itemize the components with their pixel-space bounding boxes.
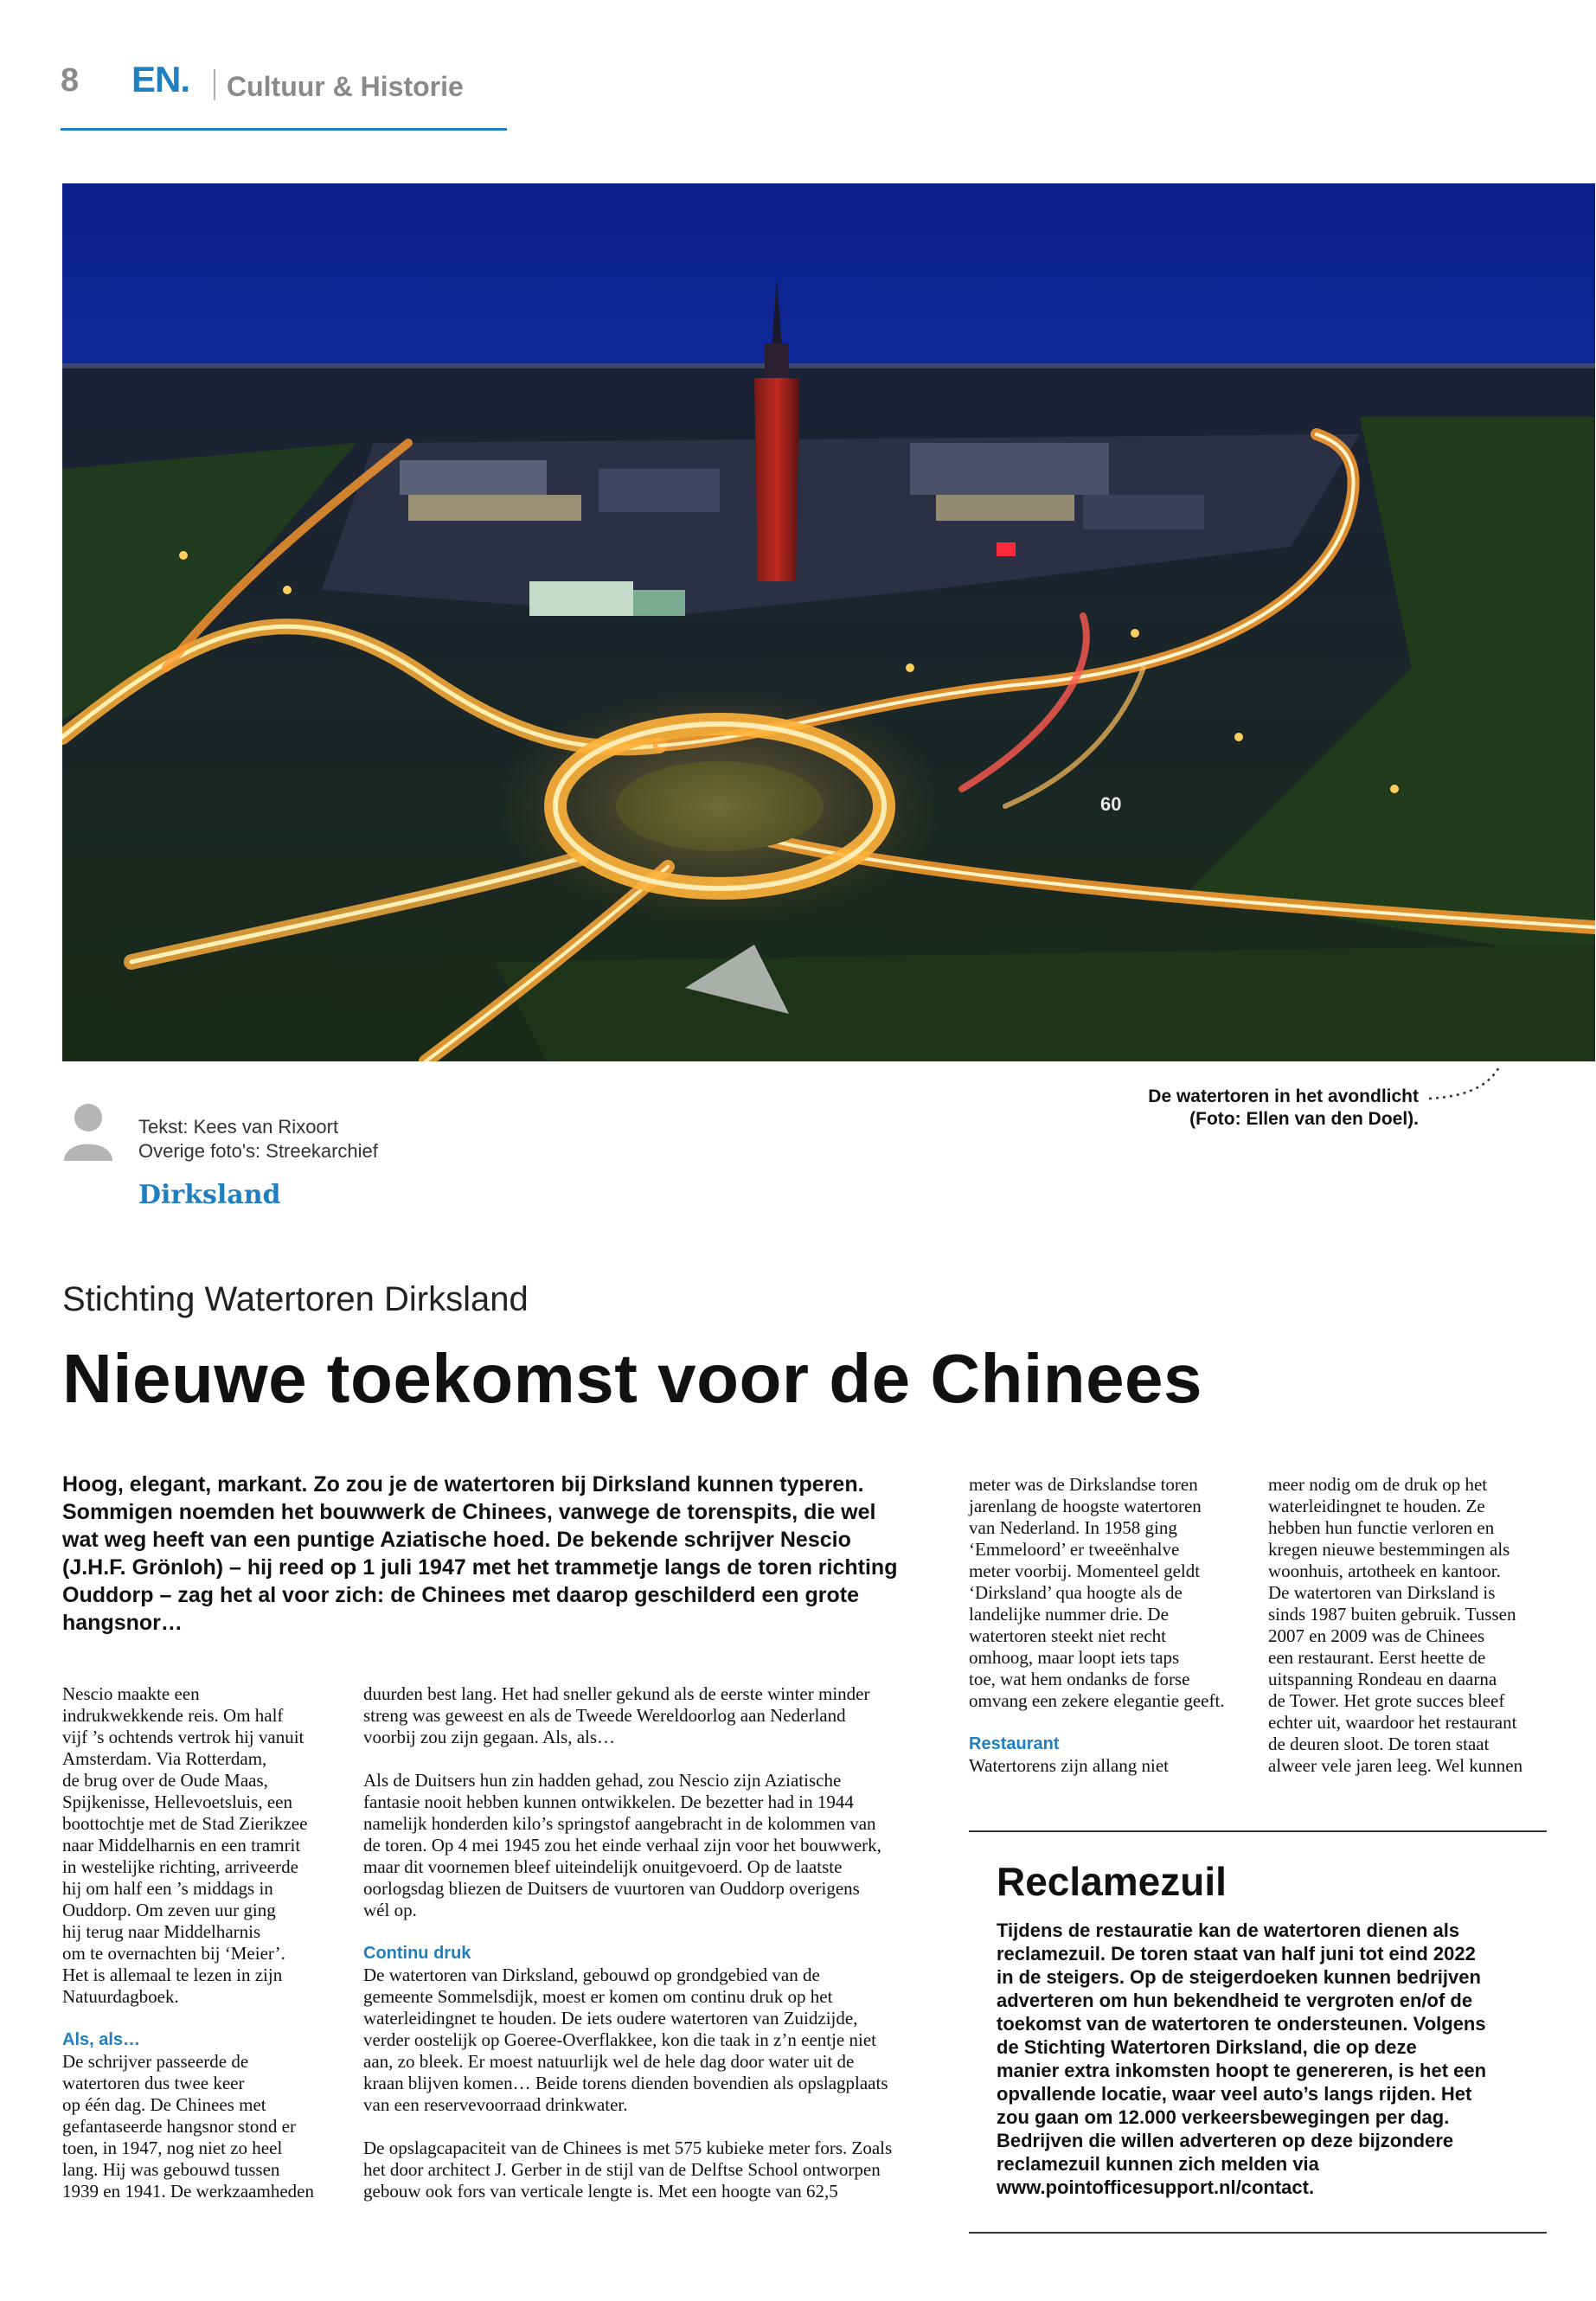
body-line: meer nodig om de druk op het (1268, 1474, 1488, 1495)
reclamezuil-text (997, 1919, 1524, 2199)
intro-line: Hoog, elegant, markant. Zo zou je de watertoren bij Dirksland kunnen typeren. (62, 1472, 864, 1497)
body-line: fantasie nooit hebben kunnen ontwikkelen. De bezetter had in 1944 (363, 1791, 854, 1812)
body-line: boottochtje met de Stad Zierikzee (62, 1813, 308, 1834)
body-line: de brug over de Oude Maas, (62, 1770, 268, 1791)
body-line: ‘Dirksland’ qua hoogte als de (969, 1582, 1183, 1603)
body-line: namelijk honderden kilo’s springstof aangebracht in de kolommen van (363, 1813, 876, 1834)
body-line: woonhuis, artotheek en kantoor. (1268, 1561, 1501, 1581)
box-line: toekomst van de watertoren te ondersteunen. Volgens (997, 2013, 1486, 2035)
body-line: van Nederland. In 1958 ging (969, 1517, 1177, 1538)
body-line: van een reservevoorraad drinkwater. (363, 2094, 628, 2115)
body-line: Het is allemaal te lezen in zijn (62, 1965, 283, 1985)
body-line: ‘Emmeloord’ er tweeënhalve (969, 1539, 1180, 1560)
body-line: Als de Duitsers hun zin hadden gehad, zou Nescio zijn Aziatische (363, 1770, 842, 1791)
subheading-restaurant: Restaurant (969, 1734, 1060, 1753)
body-line: om te overnachten bij ‘Meier’. (62, 1943, 285, 1964)
body-line: lang. Hij was gebouwd tussen (62, 2159, 280, 2180)
body-line: naar Middelharnis en een tramrit (62, 1835, 301, 1856)
body-line: toen, in 1947, nog niet zo heel (62, 2138, 283, 2158)
body-line: Ouddorp. Om zeven uur ging (62, 1900, 276, 1920)
body-line: indrukwekkende reis. Om half (62, 1705, 284, 1726)
body-line: het door architect J. Gerber in de stijl van de Delftse School ontworpen (363, 2159, 881, 2180)
body-line: De schrijver passeerde de (62, 2051, 249, 2072)
body-line: De watertoren van Dirksland is (1268, 1582, 1496, 1603)
body-line: 2007 en 2009 was de Chinees (1268, 1625, 1485, 1646)
body-line: uitspanning Rondeau en daarna (1268, 1669, 1497, 1689)
publication-logo[interactable]: EN. (131, 59, 190, 99)
body-column-4 (1268, 1474, 1522, 1777)
body-line: aan, zo bleek. Er moest natuurlijk wel de hele dag door water uit de (363, 2051, 855, 2072)
page-number: 8 (61, 62, 80, 99)
body-column-3 (969, 1474, 1225, 1777)
body-line: vijf ’s ochtends vertrok hij vanuit (62, 1727, 304, 1747)
body-line: alweer vele jaren leeg. Wel kunnen (1268, 1755, 1523, 1776)
intro-line: hangsnor… (62, 1611, 183, 1635)
box-line: reclamezuil kunnen zich melden via (997, 2153, 1319, 2175)
article-headline: Nieuwe toekomst voor de Chinees (62, 1340, 1203, 1417)
body-line: waterleidingnet te houden. Ze (1268, 1496, 1485, 1516)
body-line: gefantaseerde hangsnor stond er (62, 2116, 296, 2137)
body-line: kraan blijven komen… Beide torens dienden bovendien als opslagplaats (363, 2073, 888, 2093)
article-kicker: Stichting Watertoren Dirksland (62, 1280, 529, 1318)
body-line: toe, wat hem ondanks de forse (969, 1669, 1190, 1689)
box-top-rule (969, 1830, 1547, 1832)
photo-credit: Overige foto's: Streekarchief (138, 1140, 378, 1162)
hero-photo (62, 183, 1595, 1061)
box-bottom-rule (969, 2232, 1547, 2234)
body-column-2 (363, 1683, 892, 2202)
body-line: kregen nieuwe bestemmingen als (1268, 1539, 1510, 1560)
body-line: Spijkenisse, Hellevoetsluis, een (62, 1791, 292, 1812)
body-line: duurden best lang. Het had sneller gekund als de eerste winter minder (363, 1683, 870, 1704)
body-line: omvang een zekere elegantie geeft. (969, 1690, 1225, 1711)
reclamezuil-title: Reclamezuil (997, 1859, 1227, 1904)
caption-pointer-icon (1427, 1062, 1505, 1106)
header-rule (61, 128, 507, 131)
intro-line: wat weg heeft van een puntige Aziatische hoed. De bekende schrijver Nescio (62, 1528, 851, 1552)
body-line: Watertorens zijn allang niet (969, 1755, 1169, 1776)
box-line: opvallende locatie, waar veel auto’s langs rijden. Het (997, 2083, 1472, 2105)
box-line: Tijdens de restauratie kan de watertoren dienen als (997, 1920, 1460, 1941)
intro-line: (J.H.F. Grönloh) – hij reed op 1 juli 1947 met het trammetje langs de toren richting (62, 1555, 898, 1580)
subheading-continu-druk: Continu druk (363, 1944, 471, 1963)
body-line: voorbij zou zijn gegaan. Als, als… (363, 1727, 616, 1747)
body-line: op één dag. De Chinees met (62, 2094, 266, 2115)
road-marking-60: 60 (1100, 793, 1122, 815)
body-line: meter was de Dirkslandse toren (969, 1474, 1198, 1495)
body-line: hebben hun functie verloren en (1268, 1517, 1495, 1538)
article-intro (62, 1471, 945, 1637)
body-line: hij terug naar Middelharnis (62, 1921, 261, 1942)
box-line: Bedrijven die willen adverteren op deze bijzondere (997, 2130, 1454, 2151)
body-line: gemeente Sommelsdijk, moest er komen om continu druk op het (363, 1986, 833, 2007)
subheading-als-als: Als, als… (62, 2030, 141, 2049)
body-line: landelijke nummer drie. De (969, 1604, 1169, 1625)
contact-link[interactable]: www.pointofficesupport.nl/contact. (997, 2176, 1315, 2198)
body-line: De opslagcapaciteit van de Chinees is met 575 kubieke meter fors. Zoals (363, 2138, 893, 2158)
body-line: watertoren dus twee keer (62, 2073, 245, 2093)
body-line: 1939 en 1941. De werkzaamheden (62, 2181, 314, 2202)
body-column-1 (62, 1683, 314, 2202)
body-line: de toren. Op 4 mei 1945 zou het einde verhaal zijn voor het bouwwerk, (363, 1835, 881, 1856)
intro-line: Sommigen noemden het bouwwerk de Chinees, vanwege de torenspits, die wel (62, 1500, 876, 1524)
body-line: De watertoren van Dirksland, gebouwd op grondgebied van de (363, 1965, 820, 1985)
box-line: adverteren om hun bekendheid te vergroten en/of de (997, 1990, 1473, 2011)
body-line: watertoren steekt niet recht (969, 1625, 1166, 1646)
photo-caption-line2: (Foto: Ellen van den Doel). (1189, 1109, 1419, 1129)
body-line: omhoog, maar loopt iets taps (969, 1647, 1180, 1668)
body-line: de Tower. Het grote succes bleef (1268, 1690, 1505, 1711)
photo-caption-line1: De watertoren in het avondlicht (1148, 1086, 1419, 1106)
body-line: streng was geweest en als de Tweede Wereldoorlog aan Nederland (363, 1705, 846, 1726)
body-line: in westelijke richting, arriveerde (62, 1856, 298, 1877)
box-line: in de steigers. Op de steigerdoeken kunnen bedrijven (997, 1966, 1481, 1988)
body-line: een restaurant. Eerst heette de (1268, 1647, 1486, 1668)
body-line: meter voorbij. Momenteel geldt (969, 1561, 1201, 1581)
body-line: Nescio maakte een (62, 1683, 200, 1704)
body-line: waterleidingnet te houden. De iets oudere watertoren van Zuidzijde, (363, 2008, 858, 2029)
body-line: wél op. (363, 1900, 417, 1920)
header-separator (214, 69, 215, 100)
body-line: hij om half een ’s middags in (62, 1878, 273, 1899)
author-credit: Tekst: Kees van Rixoort (138, 1116, 339, 1138)
location-tag: Dirksland (138, 1180, 281, 1210)
body-line: verder oostelijk op Goeree-Overflakkee, kon die taak in z’n eentje niet (363, 2029, 876, 2050)
box-line: reclamezuil. De toren staat van half juni tot eind 2022 (997, 1943, 1476, 1965)
body-line: maar dit voornemen bleef uiteindelijk onuitgevoerd. Op de laatste (363, 1856, 843, 1877)
box-line: zou gaan om 12.000 verkeersbewegingen per dag. (997, 2106, 1450, 2128)
author-avatar-icon (62, 1100, 114, 1161)
body-line: jarenlang de hoogste watertoren (969, 1496, 1202, 1516)
body-line: Amsterdam. Via Rotterdam, (62, 1748, 267, 1769)
body-line: oorlogsdag bliezen de Duitsers de vuurtoren van Ouddorp overigens (363, 1878, 860, 1899)
body-line: gebouw ook fors van verticale lengte is. Met een hoogte van 62,5 (363, 2181, 838, 2202)
intro-line: Ouddorp – zag het al voor zich: de Chinees met daarop geschilderd een grote (62, 1583, 860, 1607)
box-line: de Stichting Watertoren Dirksland, die op deze (997, 2036, 1417, 2058)
body-line: sinds 1987 buiten gebruik. Tussen (1268, 1604, 1516, 1625)
body-line: echter uit, waardoor het restaurant (1268, 1712, 1517, 1733)
box-line: manier extra inkomsten hoopt te genereren, is het een (997, 2060, 1487, 2081)
body-line: Natuurdagboek. (62, 1986, 179, 2007)
section-title: Cultuur & Historie (227, 71, 464, 102)
body-line: de deuren sloot. De toren staat (1268, 1734, 1490, 1754)
